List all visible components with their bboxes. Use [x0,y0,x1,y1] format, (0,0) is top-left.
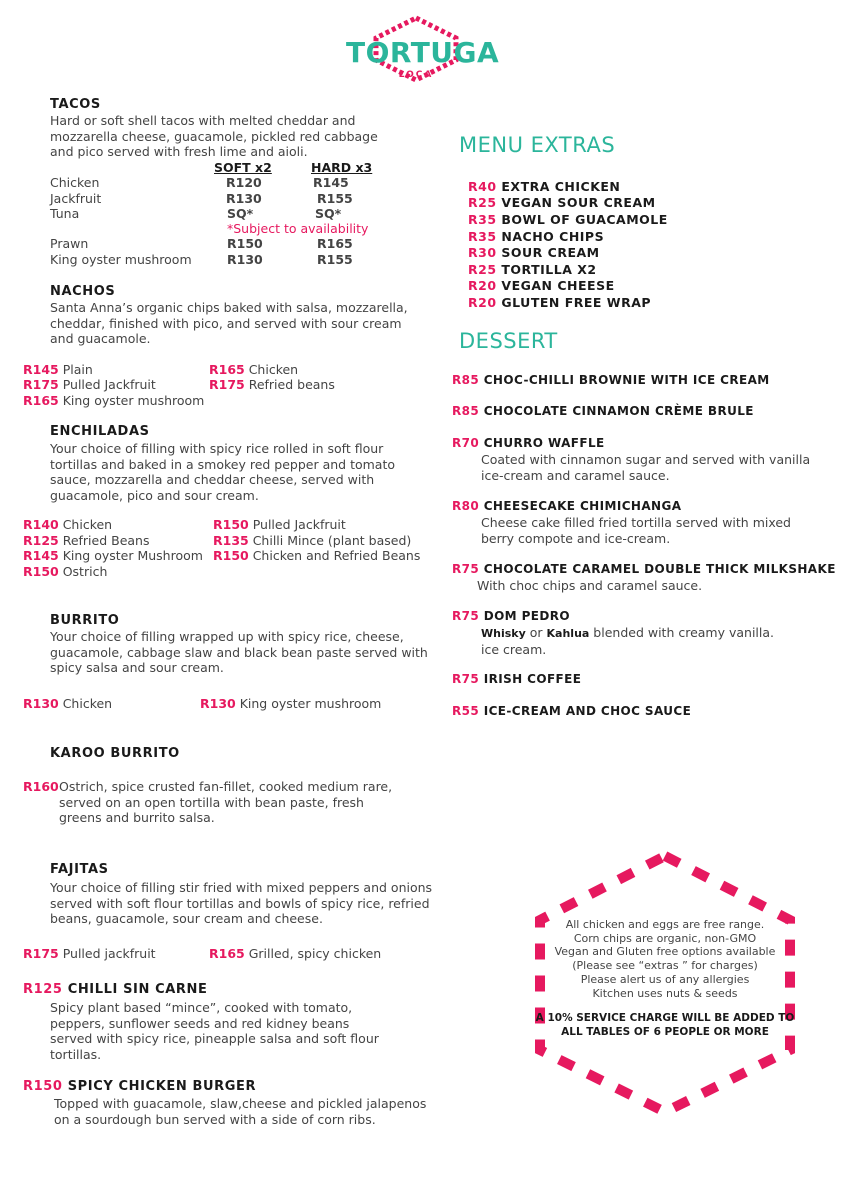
desc-bold: Kahlua [546,627,590,640]
list-item [468,195,656,210]
price: R150 [213,517,249,532]
list-item [50,175,99,190]
notice-line: All chicken and eggs are free range. [565,918,765,931]
item-name: King oyster Mushroom [62,548,203,563]
list-item [213,517,346,532]
item-name: Refried Beans [62,533,150,548]
item-name: Grilled, spicy chicken [248,946,382,961]
item-name: CHOC-CHILLI BROWNIE WITH ICE CREAM [483,373,770,387]
item-name: King oyster mushroom [50,252,192,267]
list-item [209,377,335,392]
list-item [213,548,420,563]
list-item [23,533,150,548]
price: R150 [227,236,263,251]
list-item [200,696,381,711]
list-item [209,946,381,961]
price: R155 [317,252,353,267]
notice-line: (Please see “extras ” for charges) [572,959,758,973]
list-item [452,672,581,686]
nachos-title: NACHOS [50,284,116,299]
price: R165 [209,946,245,961]
list-item [468,262,597,277]
item-name: Chicken [248,362,299,377]
price: R85 [452,373,480,387]
item-name: CHILLI SIN CARNE [67,982,208,997]
item-name: SOUR CREAM [501,245,600,260]
item-name: EXTRA CHICKEN [501,179,621,194]
price: SQ* [315,206,342,221]
price: R150 [213,548,249,563]
chilli-description: Spicy plant based “mince”, cooked with tomato, peppers, sunflower seeds and red kidney beans served with spicy rice, pineapple salsa and soft flour tortillas. [50,1000,379,1062]
price: R20 [468,278,497,293]
price: R130 [23,696,59,711]
item-name: Tuna [50,206,80,221]
list-item [452,704,691,718]
list-item [452,499,681,513]
logo [346,14,500,84]
price: R175 [209,377,245,392]
item-description: Cheese cake filled fried tortilla served with mixed berry compote and ice-cream. [481,515,791,546]
service-charge [530,1012,800,1039]
price: R75 [452,672,480,686]
item-description: Coated with cinnamon sugar and served with vanilla ice-cream and caramel sauce. [481,452,811,483]
price: R165 [23,393,59,408]
enchiladas-title: ENCHILADAS [50,424,150,439]
tacos-title: TACOS [50,97,101,112]
list-item [468,179,620,194]
price: R75 [452,609,480,623]
tacos-col-hard: HARD x3 [311,160,373,175]
tacos-col-soft: SOFT x2 [214,160,272,175]
dessert-title: DESSERT [459,329,558,353]
list-item [23,362,93,377]
price: R145 [313,175,349,190]
service-charge-text: A 10% SERVICE CHARGE WILL BE ADDED TO ALL TABLES OF 6 PEOPLE OR MORE [535,1012,795,1038]
desc-text: or [525,625,547,640]
fajitas-title: FAJITAS [50,862,109,877]
item-name: TORTILLA X2 [501,262,597,277]
item-name: CHOCOLATE CARAMEL DOUBLE THICK MILKSHAKE [483,562,836,576]
price: R130 [200,696,236,711]
price: R80 [452,499,480,513]
item-name: VEGAN CHEESE [501,278,615,293]
item-name: CHOCOLATE CINNAMON CRÈME BRULE [483,404,754,418]
list-item [468,229,604,244]
karoo-description: Ostrich, spice crusted fan-fillet, cooked medium rare, served on an open tortilla with bean paste, fresh greens and burrito salsa. [59,779,393,825]
list-item [23,517,112,532]
price: R165 [317,236,353,251]
desc-text: blended with creamy vanilla. ice cream. [481,625,775,657]
price: R75 [452,562,480,576]
notice-line: Corn chips are organic, non-GMO [573,931,757,945]
price: R145 [23,362,59,377]
price: R135 [213,533,249,548]
price: R175 [23,946,59,961]
item-name: Chilli Mince (plant based) [252,533,412,548]
burrito-title: BURRITO [50,613,120,628]
list-item [23,696,112,711]
chilli-title [23,982,207,997]
item-name: King oyster mushroom [239,696,382,711]
list-item [23,946,156,961]
price: R165 [209,362,245,377]
item-name: BOWL OF GUACAMOLE [501,212,668,227]
list-item [50,236,88,251]
price: R40 [468,179,497,194]
item-name: GLUTEN FREE WRAP [501,295,652,310]
price: R35 [468,212,497,227]
burrito-description: Your choice of filling wrapped up with spicy rice, cheese, guacamole, cabbage slaw and black bean paste served with spicy salsa and sour cream. [50,629,428,675]
list-item [23,548,203,563]
list-item [50,252,192,267]
price: R20 [468,295,497,310]
item-name: CHEESECAKE CHIMICHANGA [483,499,682,513]
item-name: Chicken [50,175,100,190]
item-name: Prawn [50,236,89,251]
price: R150 [23,564,59,579]
list-item [23,393,204,408]
fajitas-description: Your choice of filling stir fried with mixed peppers and onions served with soft flour tortillas and bowls of spicy rice, refried beans, guacamole, sour cream and cheese. [50,880,433,926]
price: R35 [468,229,497,244]
notice-line: Kitchen uses nuts & seeds [592,986,738,1000]
tacos-description: Hard or soft shell tacos with melted cheddar and mozzarella cheese, guacamole, pickled red cabbage and pico served with fresh lime and aioli. [50,113,378,159]
item-name: IRISH COFFEE [483,672,582,686]
item-name: Plain [62,362,93,377]
desc-bold: Whisky [481,627,526,640]
list-item [209,362,298,377]
item-name: Jackfruit [50,191,102,206]
price: R25 [468,195,497,210]
list-item [23,377,156,392]
price: R125 [23,982,63,997]
item-name: NACHO CHIPS [501,229,605,244]
price: R175 [23,377,59,392]
list-item [468,278,615,293]
list-item [50,191,101,206]
item-name: Pulled jackfruit [62,946,156,961]
price: R145 [23,548,59,563]
price: R125 [23,533,59,548]
list-item [468,212,668,227]
price: R150 [23,1079,63,1094]
price: SQ* [227,206,254,221]
price: R25 [468,262,497,277]
item-name: Ostrich [62,564,108,579]
list-item [452,373,770,387]
list-item [452,562,836,576]
price: R30 [468,245,497,260]
notice-line: Please alert us of any allergies [580,972,750,986]
price: R140 [23,517,59,532]
notice-line: Vegan and Gluten free options available [554,945,776,959]
notice-box [490,850,840,1118]
item-description [481,625,781,657]
price: R130 [227,252,263,267]
tacos-availability-note: *Subject to availability [227,221,369,236]
item-name: Chicken [62,517,113,532]
item-name: Chicken and Refried Beans [252,548,421,563]
item-description: With choc chips and caramel sauce. [477,578,703,593]
list-item [452,436,605,450]
price: R155 [317,191,353,206]
logo-subtitle: LOCA [398,70,434,80]
list-item [452,609,570,623]
item-name: SPICY CHICKEN BURGER [67,1079,257,1094]
list-item [213,533,411,548]
list-item [50,206,79,221]
enchiladas-description: Your choice of filling with spicy rice rolled in soft flour tortillas and baked in a smokey red pepper and tomato sauce, mozzarella and cheddar cheese, served with guacamole, pico and sour cream. [50,441,396,503]
burger-description: Topped with guacamole, slaw,cheese and pickled jalapenos on a sourdough bun served with a side of corn ribs. [54,1096,427,1127]
list-item [23,564,107,579]
price: R160 [23,779,59,794]
price: R120 [226,175,262,190]
price: R70 [452,436,480,450]
notice-text [530,918,800,1040]
list-item [468,245,600,260]
item-name: ICE-CREAM AND CHOC SAUCE [483,704,692,718]
price: R85 [452,404,480,418]
list-item [468,295,651,310]
item-name: VEGAN SOUR CREAM [501,195,656,210]
logo-title: TORTUGA [346,36,500,69]
extras-title: MENU EXTRAS [459,133,616,157]
item-name: King oyster mushroom [62,393,205,408]
price: R55 [452,704,480,718]
item-name: CHURRO WAFFLE [483,436,605,450]
price: R130 [226,191,262,206]
item-name: DOM PEDRO [483,609,570,623]
nachos-description: Santa Anna’s organic chips baked with salsa, mozzarella, cheddar, finished with pico, and served with sour cream and guacamole. [50,300,408,346]
item-name: Pulled Jackfruit [252,517,346,532]
karoo-title: KAROO BURRITO [50,746,180,761]
item-name: Refried beans [248,377,335,392]
item-name: Chicken [62,696,113,711]
list-item [452,404,754,418]
item-name: Pulled Jackfruit [62,377,156,392]
burger-title [23,1079,256,1094]
